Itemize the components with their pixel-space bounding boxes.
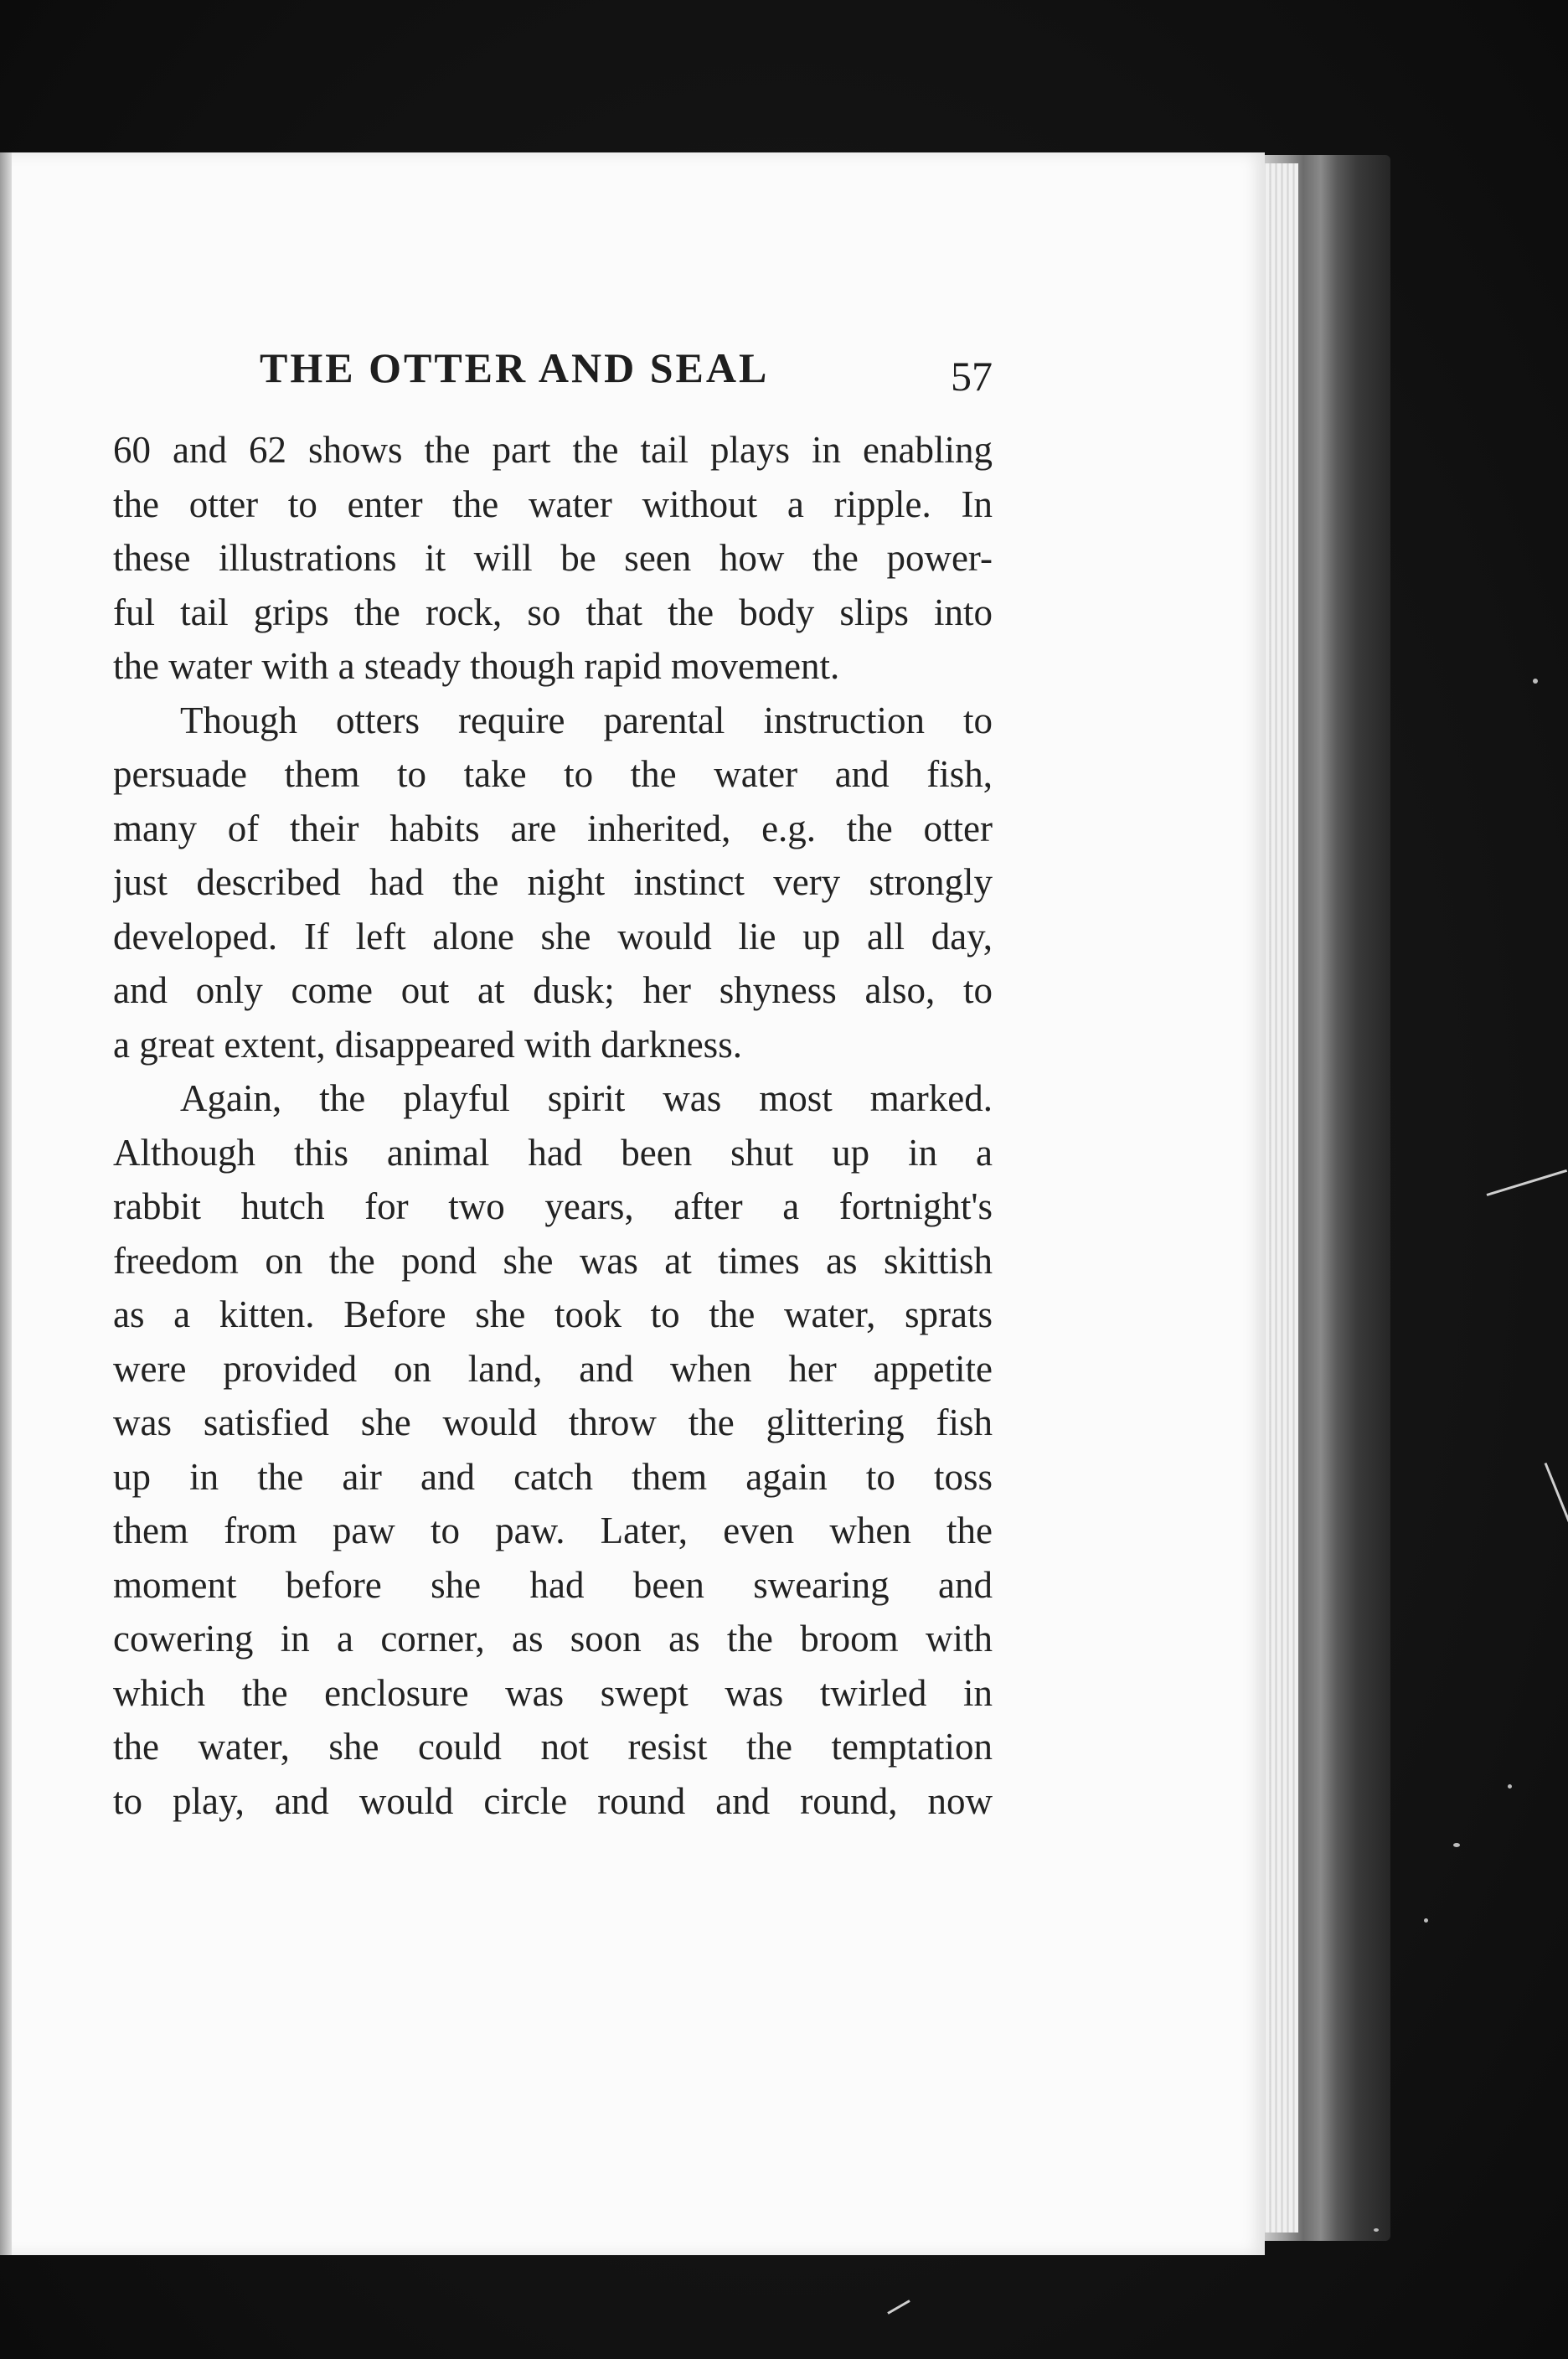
body-text	[113, 423, 993, 1828]
film-speck	[1453, 1843, 1460, 1847]
text-line: moment before she had been swearing and	[113, 1563, 993, 1606]
text-line: were provided on land, and when her appetite	[113, 1347, 993, 1390]
film-scratch	[1545, 1463, 1568, 1534]
text-line: these illustrations it will be seen how the power-	[113, 537, 993, 579]
page-gutter-shadow	[0, 152, 12, 2255]
running-title: THE OTTER AND SEAL	[260, 344, 770, 391]
text-line: many of their habits are inherited, e.g. the otter	[113, 807, 993, 849]
running-head	[113, 343, 1001, 410]
film-scratch	[1487, 1169, 1568, 1196]
text-line: which the enclosure was swept was twirled in	[113, 1671, 993, 1714]
film-scratch	[887, 2300, 910, 2315]
text-line: them from paw to paw. Later, even when the	[113, 1510, 993, 1551]
text-line: a great extent, disappeared with darkness.	[113, 1023, 742, 1066]
text-line: the otter to enter the water without a ripple. In	[113, 483, 993, 525]
text-line: 60 and 62 shows the part the tail plays in enabling	[113, 429, 993, 471]
text-line: persuade them to take to the water and fish,	[113, 753, 993, 795]
film-speck	[1533, 679, 1538, 684]
text-line: freedom on the pond she was at times as skittish	[113, 1239, 993, 1282]
text-line: up in the air and catch them again to toss	[113, 1455, 993, 1498]
text-line: just described had the night instinct very strongly	[113, 861, 993, 903]
paragraph-first-line: Again, the playful spirit was most marked.	[180, 1077, 993, 1119]
text-line: and only come out at dusk; her shyness also, to	[113, 969, 993, 1011]
text-line: to play, and would circle round and round, now	[113, 1779, 993, 1822]
film-speck	[1374, 2228, 1379, 2232]
text-line: developed. If left alone she would lie up all day,	[113, 915, 993, 958]
text-line: as a kitten. Before she took to the water, sprats	[113, 1293, 993, 1335]
text-line: the water, she could not resist the temptation	[113, 1726, 993, 1768]
text-line: ful tail grips the rock, so that the body slips into	[113, 591, 993, 633]
text-line: Although this animal had been shut up in a	[113, 1131, 993, 1174]
text-line: the water with a steady though rapid movement.	[113, 645, 840, 687]
text-line: rabbit hutch for two years, after a fortnight's	[113, 1185, 993, 1227]
paragraph-first-line: Though otters require parental instruction to	[180, 699, 993, 741]
film-speck	[1424, 1918, 1428, 1923]
page-number: 57	[951, 353, 993, 400]
film-speck	[1508, 1784, 1512, 1789]
text-line: was satisfied she would throw the glittering fish	[113, 1401, 993, 1443]
text-line: cowering in a corner, as soon as the broom with	[113, 1618, 993, 1660]
